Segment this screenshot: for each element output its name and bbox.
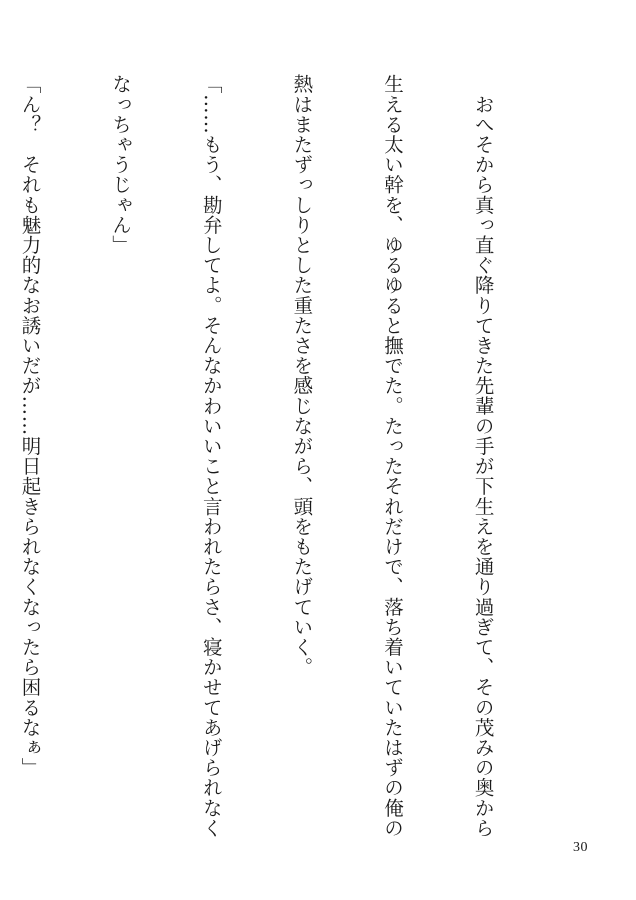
text-line: 「……もう、勘弁してよ。そんなかわいいこと言われたらさ、寝かせてあげられなく (199, 74, 223, 838)
text-line: なっちゃうじゃん」 (109, 74, 133, 255)
text-line: 「ん？ それも魅力的なお誘いだが……明日起きられなくなったら困るなぁ」 (18, 74, 42, 778)
text-line: 熱はまたずっしりとした重たさを感じながら、頭をもたげていく。 (290, 74, 314, 677)
text-line: 生える太い幹を、ゆるゆると撫でた。たったそれだけで、落ち着いていたはずの俺の (380, 74, 404, 838)
text-line: おへそから真っ直ぐ降りてきた先輩の手が下生えを通り過ぎて、その茂みの奥から (471, 74, 495, 838)
vertical-body-text (0, 74, 558, 838)
page-number: 30 (573, 840, 588, 855)
